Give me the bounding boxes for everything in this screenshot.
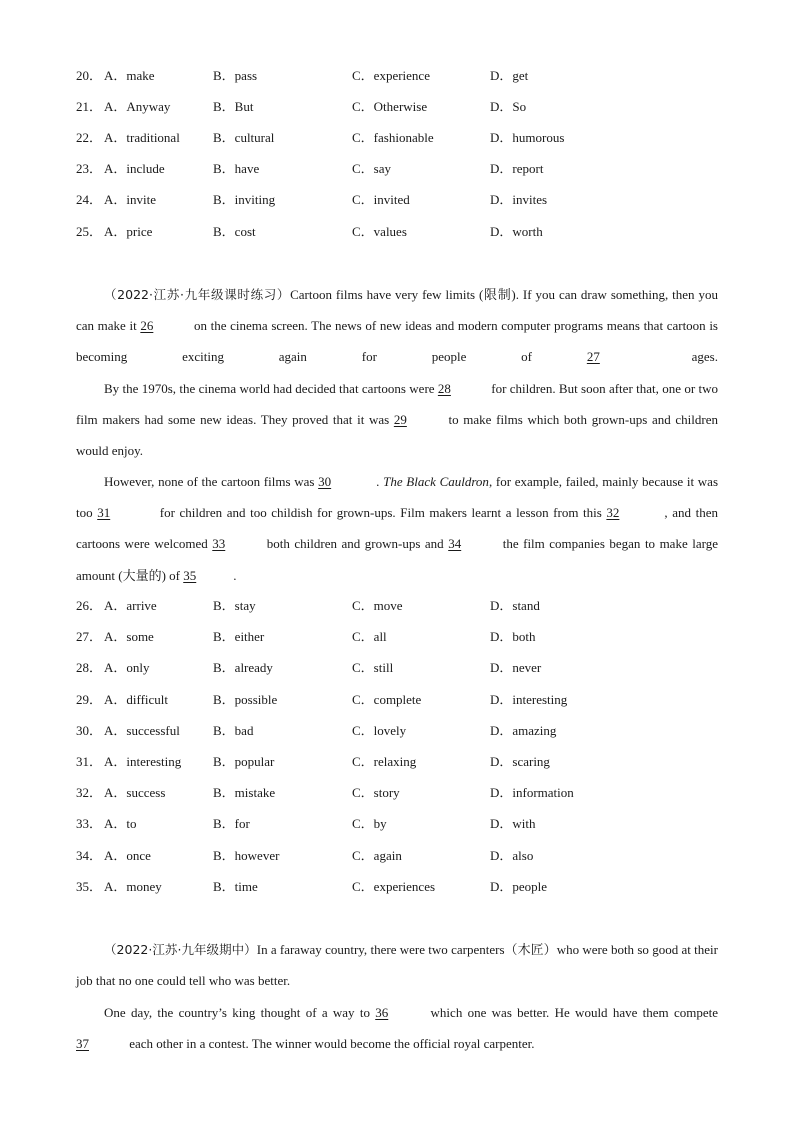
text: Cartoon films have very few limits (限制). If you can draw something, then you can make it: [76, 287, 718, 334]
text: which one was better. He would have them compete: [425, 1005, 719, 1020]
option-b: B．cost: [213, 224, 256, 239]
option-b: B．however: [213, 848, 280, 863]
option-b: B．time: [213, 879, 258, 894]
option-b: B．for: [213, 816, 250, 831]
option-a: A．traditional: [104, 130, 180, 145]
option-d: D．both: [490, 629, 536, 644]
blank-28: 28: [437, 381, 451, 396]
text: to make films which both grown-ups and children would enjoy.: [76, 412, 719, 459]
question-number: 24．: [76, 192, 103, 207]
question-number: 21．: [76, 99, 103, 114]
option-b: B．already: [213, 660, 273, 675]
option-c: C．lovely: [352, 723, 407, 738]
option-a: A．success: [104, 785, 166, 800]
text: for children. But soon after that, one or two film makers had some new ideas. They proved that it was: [76, 381, 718, 428]
option-b: B．inviting: [213, 192, 276, 207]
option-a: A．invite: [104, 192, 156, 207]
option-a: A．include: [104, 161, 165, 176]
question-number: 28．: [76, 660, 103, 675]
blank-35: 35: [183, 567, 197, 583]
question-number: 29．: [76, 692, 103, 707]
option-d: D．people: [490, 879, 548, 894]
passage-2-paragraph-2: [76, 373, 718, 467]
text: , for example, failed, mainly because it was too: [76, 474, 719, 521]
option-b: B．pass: [213, 68, 258, 83]
blank-37: 37: [76, 1036, 89, 1052]
option-d: D．never: [490, 660, 542, 675]
blank-34: 34: [448, 536, 462, 552]
passage-2-paragraph-1: [76, 279, 718, 373]
text: the film companies began to make large amount (大量的) of: [76, 536, 718, 583]
option-d: D．get: [490, 68, 529, 83]
option-c: C．say: [352, 161, 392, 176]
text: for children and too childish for grown-ups. Film makers learnt a lesson from this: [155, 505, 607, 521]
blank-29: 29: [393, 412, 407, 428]
question-number: 34．: [76, 848, 103, 863]
option-d: D．worth: [490, 224, 543, 239]
question-number: 33．: [76, 816, 103, 831]
text: .: [376, 474, 384, 489]
option-a: A．arrive: [104, 598, 157, 613]
question-number: 23．: [76, 161, 103, 176]
film-title: The Black Cauldron: [383, 474, 489, 489]
text: .: [233, 567, 237, 583]
blank-31: 31: [97, 505, 111, 521]
option-d: D．with: [490, 816, 536, 831]
question-number: 26．: [76, 598, 103, 613]
option-b: B．either: [213, 629, 265, 644]
option-a: A．make: [104, 68, 155, 83]
option-d: D．scaring: [490, 754, 550, 769]
option-d: D．So: [490, 99, 527, 114]
option-d: D．amazing: [490, 723, 557, 738]
question-number: 20．: [76, 68, 103, 83]
source-label: （2022·江苏·九年级期中）: [104, 942, 257, 957]
blank-26: 26: [140, 318, 154, 334]
option-d: D．humorous: [490, 130, 565, 145]
text: both children and grown-ups and: [262, 536, 449, 552]
question-number: 25．: [76, 224, 103, 239]
text: However, none of the cartoon films was: [104, 474, 319, 489]
text: By the 1970s, the cinema world had decided that cartoons were: [104, 381, 438, 396]
option-d: D．invites: [490, 192, 548, 207]
option-a: A．once: [104, 848, 151, 863]
question-number: 35．: [76, 879, 103, 894]
option-a: A．successful: [104, 723, 180, 738]
option-c: C．relaxing: [352, 754, 417, 769]
option-b: B．mistake: [213, 785, 276, 800]
passage-3-paragraph-1: [76, 934, 718, 996]
option-d: D．stand: [490, 598, 540, 613]
blank-32: 32: [606, 505, 620, 521]
question-number: 22．: [76, 130, 103, 145]
option-a: A．price: [104, 224, 153, 239]
option-c: C．still: [352, 660, 394, 675]
option-c: C．move: [352, 598, 403, 613]
option-c: C．Otherwise: [352, 99, 428, 114]
text: In a faraway country, there were two carpenters（木匠）who were both so good at their job that no one could tell who was better.: [76, 942, 718, 989]
option-c: C．values: [352, 224, 407, 239]
text: One day, the country’s king thought of a way to: [104, 1005, 376, 1020]
question-number: 27．: [76, 629, 103, 644]
blank-36: 36: [375, 1005, 389, 1020]
option-a: A．some: [104, 629, 154, 644]
option-d: D．report: [490, 161, 544, 176]
option-c: C．story: [352, 785, 400, 800]
option-c: C．experiences: [352, 879, 436, 894]
option-b: B．But: [213, 99, 254, 114]
blank-30: 30: [318, 474, 332, 489]
question-number: 31．: [76, 754, 103, 769]
option-b: B．have: [213, 161, 260, 176]
blank-33: 33: [212, 536, 226, 552]
passage-2-paragraph-3: [76, 466, 718, 591]
option-c: C．experience: [352, 68, 430, 83]
option-c: C．invited: [352, 192, 410, 207]
option-c: C．by: [352, 816, 387, 831]
option-c: C．complete: [352, 692, 422, 707]
option-a: A．only: [104, 660, 150, 675]
option-d: D．also: [490, 848, 534, 863]
option-a: A．to: [104, 816, 137, 831]
text: , and then cartoons were welcomed: [76, 505, 718, 552]
option-b: B．bad: [213, 723, 254, 738]
option-a: A．Anyway: [104, 99, 171, 114]
option-b: B．popular: [213, 754, 275, 769]
question-number: 32．: [76, 785, 103, 800]
option-d: D．interesting: [490, 692, 568, 707]
source-label: （2022·江苏·九年级课时练习）: [104, 287, 291, 302]
blank-27: 27: [586, 349, 600, 365]
option-c: C．fashionable: [352, 130, 434, 145]
option-b: B．possible: [213, 692, 278, 707]
option-d: D．information: [490, 785, 574, 800]
option-a: A．interesting: [104, 754, 182, 769]
text: on the cinema screen. The news of new ideas and modern computer programs means that cartoon is becoming exciting again for people of: [76, 318, 718, 365]
passage-3-paragraph-2: [76, 997, 718, 1059]
option-b: B．cultural: [213, 130, 275, 145]
text: ages.: [636, 349, 718, 365]
question-number: 30．: [76, 723, 103, 738]
option-a: A．money: [104, 879, 162, 894]
text: each other in a contest. The winner would become the official royal carpenter.: [126, 1036, 535, 1052]
option-a: A．difficult: [104, 692, 169, 707]
option-c: C．again: [352, 848, 402, 863]
option-c: C．all: [352, 629, 387, 644]
option-b: B．stay: [213, 598, 256, 613]
